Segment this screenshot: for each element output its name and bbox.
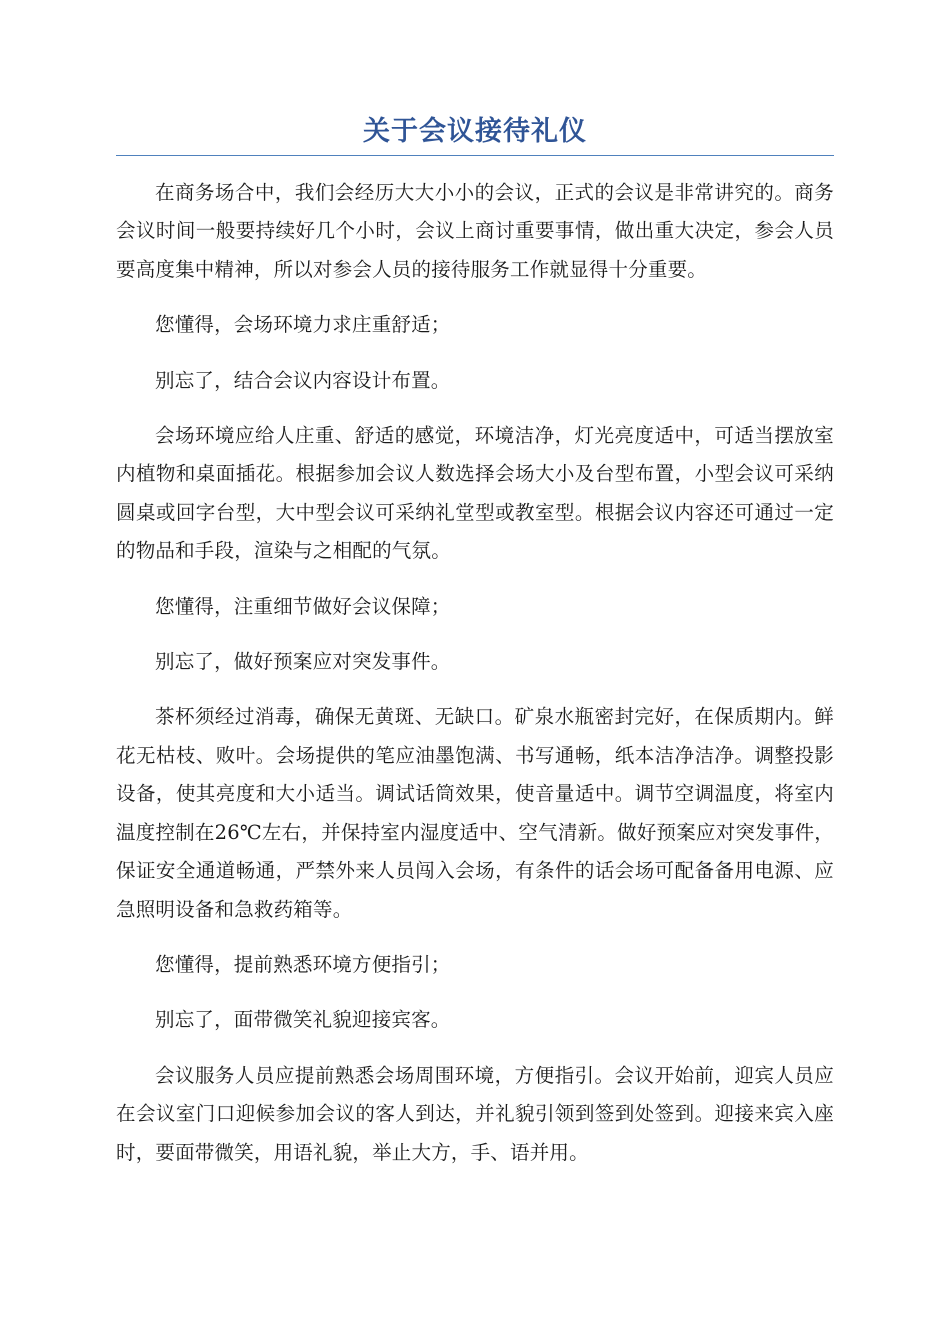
document-body xyxy=(116,174,834,1172)
paragraph-tip-environment: 您懂得，会场环境力求庄重舒适； xyxy=(155,313,451,337)
paragraph-intro: 在商务场合中，我们会经历大大小小的会议，正式的会议是非常讲究的。商务会议时间一般要持续好几个小时，会议上商讨重要事情，做出重大决定，参会人员要高度集中精神，所以对参会人员的接待服务工作就显得十分重要。 xyxy=(116,181,834,281)
paragraph-reminder-greeting: 别忘了，面带微笑礼貌迎接宾客。 xyxy=(155,1008,451,1032)
paragraph-venue-environment: 会场环境应给人庄重、舒适的感觉，环境洁净，灯光亮度适中，可适当摆放室内植物和桌面插花。根据参加会议人数选择会场大小及台型布置，小型会议可采纳圆桌或回字台型，大中型会议可采纳礼堂型或教室型。根据会议内容还可通过一定的物品和手段，渲染与之相配的气氛。 xyxy=(116,424,834,563)
paragraph-reminder-contingency: 别忘了，做好预案应对突发事件。 xyxy=(155,650,451,674)
paragraph-preparation-details: 茶杯须经过消毒，确保无黄斑、无缺口。矿泉水瓶密封完好，在保质期内。鲜花无枯枝、败叶。会场提供的笔应油墨饱满、书写通畅，纸本洁净洁净。调整投影设备，使其亮度和大小适当。调试话筒效果，使音量适中。调节空调温度，将室内温度控制在26℃左右，并保持室内湿度适中、空气清新。做好预案应对突发事件，保证安全通道畅通，严禁外来人员闯入会场，有条件的话会场可配备备用电源、应急照明设备和急救药箱等。 xyxy=(116,705,834,921)
document-title: 关于会议接待礼仪 xyxy=(116,112,834,156)
paragraph-tip-guidance: 您懂得，提前熟悉环境方便指引； xyxy=(155,952,451,976)
paragraph-reminder-layout: 别忘了，结合会议内容设计布置。 xyxy=(155,368,451,392)
paragraph-reception-service: 会议服务人员应提前熟悉会场周围环境，方便指引。会议开始前，迎宾人员应在会议室门口迎候参加会议的客人到达，并礼貌引领到签到处签到。迎接来宾入座时，要面带微笑，用语礼貌，举止大方，手、语并用。 xyxy=(116,1063,834,1164)
document-page xyxy=(116,112,834,1189)
paragraph-tip-details: 您懂得，注重细节做好会议保障； xyxy=(155,594,451,618)
